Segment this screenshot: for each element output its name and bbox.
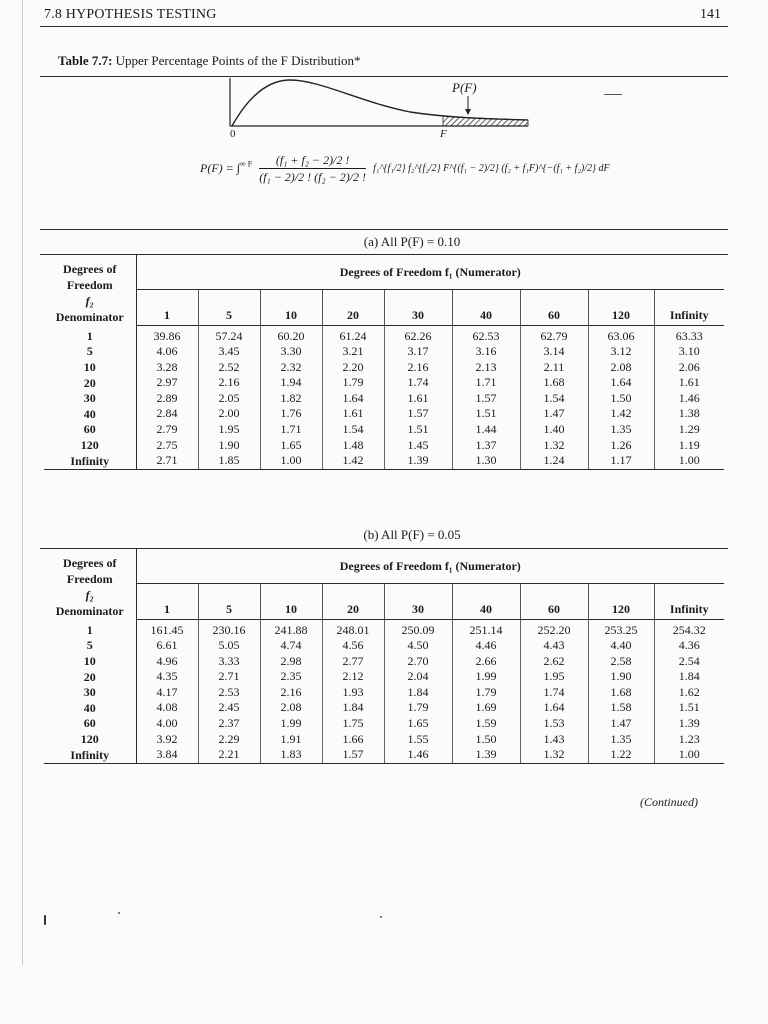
- table-cell: 1.39: [384, 453, 452, 469]
- tail-area-hatch: [443, 116, 528, 126]
- row-label: 120: [44, 438, 136, 454]
- table-cell: 3.84: [136, 747, 198, 763]
- table-cell: 241.88: [260, 619, 322, 638]
- table-b-stub-title: [44, 549, 136, 619]
- table-cell: 4.36: [654, 638, 724, 654]
- stub-line: f₂: [85, 588, 94, 602]
- table-row: [44, 360, 724, 376]
- column-header: 30: [384, 584, 452, 619]
- formula-limits: ∞ F: [240, 159, 253, 169]
- table-cell: 1.79: [452, 685, 520, 701]
- table-cell: 1.51: [384, 422, 452, 438]
- table-cell: 1.50: [452, 732, 520, 748]
- row-label: 120: [44, 732, 136, 748]
- table-cell: 1.00: [654, 453, 724, 469]
- table-row: [44, 453, 724, 469]
- table-cell: 230.16: [198, 619, 260, 638]
- table-cell: 1.40: [520, 422, 588, 438]
- table-cell: 1.68: [520, 375, 588, 391]
- table-cell: 1.55: [384, 732, 452, 748]
- table-cell: 1.79: [384, 700, 452, 716]
- table-cell: 1.57: [322, 747, 384, 763]
- table-cell: 2.70: [384, 654, 452, 670]
- table-cell: 2.32: [260, 360, 322, 376]
- column-header: 40: [452, 290, 520, 325]
- table-cell: 1.38: [654, 406, 724, 422]
- scan-speck: [604, 94, 622, 95]
- continued-note: (Continued): [640, 795, 698, 809]
- table-cell: 1.65: [260, 438, 322, 454]
- table-row: [44, 406, 724, 422]
- table-cell: 1.85: [198, 453, 260, 469]
- table-cell: 4.96: [136, 654, 198, 670]
- table-cell: 2.04: [384, 669, 452, 685]
- header-rule: [40, 26, 728, 27]
- stub-line: Denominator: [55, 310, 124, 324]
- row-label: 20: [44, 669, 136, 685]
- table-cell: 63.06: [588, 325, 654, 344]
- table-cell: 1.48: [322, 438, 384, 454]
- row-label: 40: [44, 406, 136, 422]
- row-label: Infinity: [44, 453, 136, 469]
- table-cell: 1.76: [260, 406, 322, 422]
- table-b-span-title: Degrees of Freedom f₁ (Numerator): [136, 549, 724, 584]
- table-row: [44, 438, 724, 454]
- table-row: [44, 685, 724, 701]
- table-cell: 1.71: [260, 422, 322, 438]
- table-row: [44, 669, 724, 685]
- stub-line: Denominator: [55, 604, 124, 618]
- table-cell: 1.95: [520, 669, 588, 685]
- row-label: 60: [44, 716, 136, 732]
- table-cell: 2.53: [198, 685, 260, 701]
- table-cell: 57.24: [198, 325, 260, 344]
- table-cell: 1.74: [520, 685, 588, 701]
- table-a-span-title: Degrees of Freedom f₁ (Numerator): [136, 255, 724, 290]
- table-cell: 2.35: [260, 669, 322, 685]
- table-cell: 2.52: [198, 360, 260, 376]
- table-cell: 1.91: [260, 732, 322, 748]
- table-cell: 2.16: [198, 375, 260, 391]
- table-cell: 1.54: [322, 422, 384, 438]
- table-cell: 250.09: [384, 619, 452, 638]
- table-cell: 1.42: [322, 453, 384, 469]
- table-row: [44, 638, 724, 654]
- table-cell: 4.00: [136, 716, 198, 732]
- table-cell: 2.29: [198, 732, 260, 748]
- table-cell: 1.32: [520, 438, 588, 454]
- table-cell: 1.45: [384, 438, 452, 454]
- table-cell: 3.21: [322, 344, 384, 360]
- table-cell: 2.62: [520, 654, 588, 670]
- table-a-subtitle: (a) All P(F) = 0.10: [363, 234, 461, 249]
- row-label: 40: [44, 700, 136, 716]
- table-cell: 1.65: [384, 716, 452, 732]
- stub-line: f₂: [85, 294, 94, 308]
- table-caption: [58, 53, 360, 69]
- column-header: Infinity: [654, 584, 724, 619]
- table-cell: 62.79: [520, 325, 588, 344]
- column-header: 120: [588, 290, 654, 325]
- row-label: 20: [44, 375, 136, 391]
- table-cell: 3.33: [198, 654, 260, 670]
- table-cell: 1.84: [654, 669, 724, 685]
- table-cell: 2.21: [198, 747, 260, 763]
- table-cell: 1.74: [384, 375, 452, 391]
- column-header: 1: [136, 584, 198, 619]
- stub-line: Degrees of: [63, 556, 117, 570]
- table-cell: 1.84: [384, 685, 452, 701]
- table-cell: 1.54: [520, 391, 588, 407]
- table-cell: 1.83: [260, 747, 322, 763]
- table-cell: 1.61: [322, 406, 384, 422]
- table-cell: 1.24: [520, 453, 588, 469]
- row-label: 1: [44, 619, 136, 638]
- table-cell: 1.68: [588, 685, 654, 701]
- table-cell: 1.79: [322, 375, 384, 391]
- formula-numerator: (f₁ + f₂ − 2)/2 !: [259, 152, 366, 169]
- table-cell: 1.64: [588, 375, 654, 391]
- row-label: 30: [44, 391, 136, 407]
- column-header: 20: [322, 290, 384, 325]
- table-cell: 1.53: [520, 716, 588, 732]
- table-cell: 2.08: [260, 700, 322, 716]
- table-cell: 2.37: [198, 716, 260, 732]
- table-cell: 63.33: [654, 325, 724, 344]
- table-cell: 1.47: [588, 716, 654, 732]
- table-cell: 1.99: [260, 716, 322, 732]
- table-cell: 2.00: [198, 406, 260, 422]
- table-cell: 2.12: [322, 669, 384, 685]
- table-cell: 1.95: [198, 422, 260, 438]
- table-cell: 39.86: [136, 325, 198, 344]
- table-cell: 1.51: [452, 406, 520, 422]
- table-cell: 2.16: [384, 360, 452, 376]
- table-cell: 1.23: [654, 732, 724, 748]
- table-cell: 1.82: [260, 391, 322, 407]
- table-cell: 1.30: [452, 453, 520, 469]
- f-distribution-figure: [210, 72, 540, 136]
- table-cell: 4.08: [136, 700, 198, 716]
- table-cell: 1.32: [520, 747, 588, 763]
- table-cell: 1.29: [654, 422, 724, 438]
- table-cell: 62.26: [384, 325, 452, 344]
- table-cell: 1.59: [452, 716, 520, 732]
- table-row: [44, 747, 724, 763]
- column-header: 1: [136, 290, 198, 325]
- table-a-top-rule: [40, 229, 728, 230]
- table-cell: 6.61: [136, 638, 198, 654]
- column-header: 40: [452, 584, 520, 619]
- table-cell: 2.98: [260, 654, 322, 670]
- table-cell: 2.06: [654, 360, 724, 376]
- table-cell: 1.71: [452, 375, 520, 391]
- table-cell: 4.46: [452, 638, 520, 654]
- row-label: 10: [44, 654, 136, 670]
- pdf-formula: [200, 152, 610, 185]
- table-b-column-header-row: [44, 584, 724, 619]
- column-header: 20: [322, 584, 384, 619]
- table-cell: 1.26: [588, 438, 654, 454]
- table-cell: 2.16: [260, 685, 322, 701]
- row-label: 1: [44, 325, 136, 344]
- table-cell: 2.05: [198, 391, 260, 407]
- table-cell: 5.05: [198, 638, 260, 654]
- table-row: [44, 344, 724, 360]
- table-cell: 1.62: [654, 685, 724, 701]
- table-cell: 3.45: [198, 344, 260, 360]
- table-cell: 2.79: [136, 422, 198, 438]
- table-row: [44, 375, 724, 391]
- table-cell: 4.43: [520, 638, 588, 654]
- table-cell: 3.17: [384, 344, 452, 360]
- table-cell: 1.57: [384, 406, 452, 422]
- column-header: Infinity: [654, 290, 724, 325]
- table-cell: 1.69: [452, 700, 520, 716]
- table-cell: 62.53: [452, 325, 520, 344]
- table-cell: 4.56: [322, 638, 384, 654]
- table-cell: 1.00: [260, 453, 322, 469]
- scan-speck: [44, 915, 46, 925]
- column-header: 10: [260, 290, 322, 325]
- table-cell: 2.13: [452, 360, 520, 376]
- table-row: [44, 732, 724, 748]
- table-row: [44, 325, 724, 344]
- scan-speck: [380, 916, 382, 918]
- row-label: 30: [44, 685, 136, 701]
- table-cell: 4.17: [136, 685, 198, 701]
- table-cell: 1.17: [588, 453, 654, 469]
- table-row: [44, 716, 724, 732]
- table-cell: 1.61: [654, 375, 724, 391]
- formula-fraction: [259, 152, 366, 185]
- table-row: [44, 654, 724, 670]
- table-cell: 2.58: [588, 654, 654, 670]
- stub-line: Degrees of: [63, 262, 117, 276]
- table-cell: 60.20: [260, 325, 322, 344]
- table-cell: 1.94: [260, 375, 322, 391]
- table-cell: 3.16: [452, 344, 520, 360]
- table-b-subtitle: (b) All P(F) = 0.05: [363, 527, 461, 542]
- table-cell: 2.11: [520, 360, 588, 376]
- column-header: 120: [588, 584, 654, 619]
- page-edge-shadow: [22, 0, 23, 965]
- column-header: 60: [520, 584, 588, 619]
- table-cell: 2.89: [136, 391, 198, 407]
- column-header: 60: [520, 290, 588, 325]
- table-cell: 1.44: [452, 422, 520, 438]
- table-cell: 1.22: [588, 747, 654, 763]
- table-cell: 3.30: [260, 344, 322, 360]
- table-cell: 2.54: [654, 654, 724, 670]
- table-cell: 3.92: [136, 732, 198, 748]
- formula-rhs: f₁^{f₁/2} f₂^{f₂/2} F^{(f₁ − 2)/2} (f₂ + f₁F)^{−(f₁ + f₂)/2} dF: [373, 163, 610, 174]
- formula-lhs: P(F) = ∫: [200, 161, 241, 175]
- table-cell: 4.06: [136, 344, 198, 360]
- table-row: [44, 700, 724, 716]
- table-b: [44, 549, 724, 764]
- table-cell: 2.75: [136, 438, 198, 454]
- table-cell: 161.45: [136, 619, 198, 638]
- table-cell: 1.64: [322, 391, 384, 407]
- table-cell: 2.97: [136, 375, 198, 391]
- table-cell: 3.28: [136, 360, 198, 376]
- table-a-stub-title: [44, 255, 136, 325]
- formula-denominator: (f₁ − 2)/2 ! (f₂ − 2)/2 !: [259, 170, 367, 184]
- row-label: 5: [44, 638, 136, 654]
- table-cell: 2.77: [322, 654, 384, 670]
- table-row: [44, 619, 724, 638]
- page-number: 141: [700, 7, 721, 22]
- table-caption-label: Table 7.7:: [58, 53, 113, 68]
- table-cell: 251.14: [452, 619, 520, 638]
- column-header: 10: [260, 584, 322, 619]
- table-cell: 1.35: [588, 422, 654, 438]
- table-cell: 1.39: [654, 716, 724, 732]
- table-cell: 4.74: [260, 638, 322, 654]
- table-caption-text: Upper Percentage Points of the F Distribution*: [115, 53, 361, 68]
- table-cell: 1.37: [452, 438, 520, 454]
- table-cell: 248.01: [322, 619, 384, 638]
- table-cell: 3.14: [520, 344, 588, 360]
- figure-origin-label: 0: [230, 128, 236, 140]
- table-cell: 1.50: [588, 391, 654, 407]
- table-cell: 2.71: [136, 453, 198, 469]
- table-cell: 1.57: [452, 391, 520, 407]
- table-cell: 1.93: [322, 685, 384, 701]
- table-cell: 1.35: [588, 732, 654, 748]
- table-cell: 1.47: [520, 406, 588, 422]
- row-label: 60: [44, 422, 136, 438]
- table-a: [44, 255, 724, 470]
- figure-pf-label: P(F): [452, 80, 477, 95]
- stub-line: Freedom: [66, 572, 113, 586]
- table-cell: 4.35: [136, 669, 198, 685]
- row-label: 5: [44, 344, 136, 360]
- pf-arrowhead: [465, 109, 471, 115]
- table-cell: 61.24: [322, 325, 384, 344]
- table-row: [44, 391, 724, 407]
- table-a-column-header-row: [44, 290, 724, 325]
- table-cell: 2.66: [452, 654, 520, 670]
- table-cell: 1.39: [452, 747, 520, 763]
- column-header: 5: [198, 584, 260, 619]
- table-cell: 254.32: [654, 619, 724, 638]
- column-header: 30: [384, 290, 452, 325]
- table-cell: 1.64: [520, 700, 588, 716]
- table-cell: 252.20: [520, 619, 588, 638]
- table-cell: 1.58: [588, 700, 654, 716]
- table-cell: 1.61: [384, 391, 452, 407]
- table-cell: 253.25: [588, 619, 654, 638]
- table-cell: 2.08: [588, 360, 654, 376]
- table-row: [44, 422, 724, 438]
- table-cell: 4.40: [588, 638, 654, 654]
- table-cell: 1.90: [198, 438, 260, 454]
- scan-speck: [118, 912, 120, 914]
- table-cell: 3.12: [588, 344, 654, 360]
- table-cell: 2.84: [136, 406, 198, 422]
- running-header-section: 7.8 HYPOTHESIS TESTING: [44, 7, 217, 22]
- table-cell: 2.71: [198, 669, 260, 685]
- table-cell: 1.84: [322, 700, 384, 716]
- table-cell: 2.20: [322, 360, 384, 376]
- stub-line: Freedom: [66, 278, 113, 292]
- table-cell: 1.90: [588, 669, 654, 685]
- figure-f-label: F: [440, 128, 447, 140]
- table-cell: 1.00: [654, 747, 724, 763]
- table-cell: 1.43: [520, 732, 588, 748]
- table-cell: 4.50: [384, 638, 452, 654]
- column-header: 5: [198, 290, 260, 325]
- table-cell: 1.46: [654, 391, 724, 407]
- table-cell: 3.10: [654, 344, 724, 360]
- table-cell: 1.75: [322, 716, 384, 732]
- row-label: 10: [44, 360, 136, 376]
- table-cell: 1.99: [452, 669, 520, 685]
- table-cell: 1.42: [588, 406, 654, 422]
- table-cell: 1.66: [322, 732, 384, 748]
- row-label: Infinity: [44, 747, 136, 763]
- table-cell: 1.51: [654, 700, 724, 716]
- table-cell: 1.46: [384, 747, 452, 763]
- table-cell: 1.19: [654, 438, 724, 454]
- table-cell: 2.45: [198, 700, 260, 716]
